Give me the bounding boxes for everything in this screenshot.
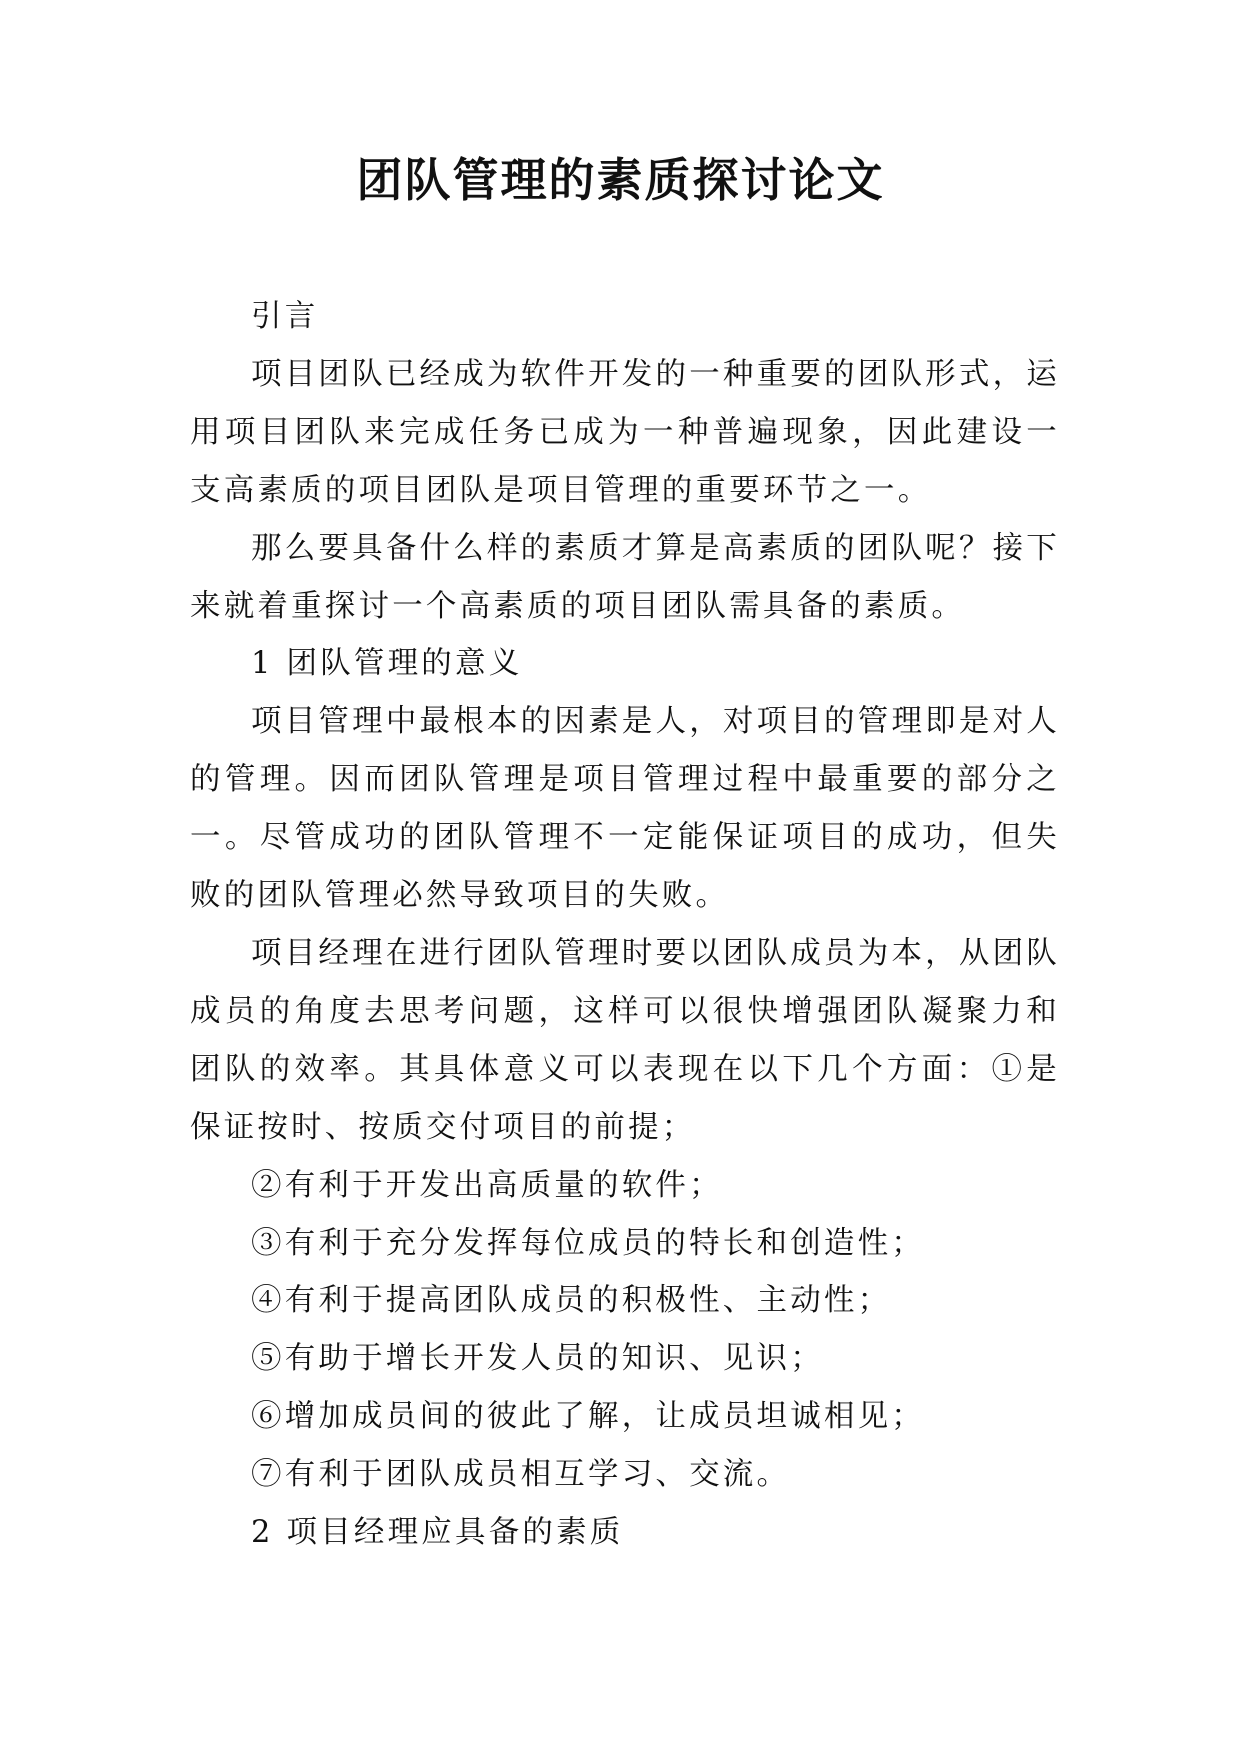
paragraph: 项目团队已经成为软件开发的一种重要的团队形式，运用项目团队来完成任务已成为一种普遍现象，因此建设一支高素质的项目团队是项目管理的重要环节之一。 <box>190 356 1060 508</box>
document-title: 团队管理的素质探讨论文 <box>356 153 885 207</box>
list-item: ⑥增加成员间的彼此了解，让成员坦诚相见； <box>251 1399 925 1435</box>
section-heading-2: 2 项目经理应具备的素质 <box>251 1515 624 1551</box>
list-item: ③有利于充分发挥每位成员的特长和创造性； <box>251 1225 925 1261</box>
list-item: ②有利于开发出高质量的软件； <box>251 1167 723 1203</box>
section-heading-1: 1 团队管理的意义 <box>251 646 523 682</box>
paragraph: 那么要具备什么样的素质才算是高素质的团队呢？接下来就着重探讨一个高素质的项目团队需具备的素质。 <box>190 530 1060 624</box>
document-body <box>190 288 1060 1562</box>
list-item: ④有利于提高团队成员的积极性、主动性； <box>251 1283 892 1319</box>
paragraph: 项目经理在进行团队管理时要以团队成员为本，从团队成员的角度去思考问题，这样可以很快增强团队凝聚力和团队的效率。其具体意义可以表现在以下几个方面：①是保证按时、按质交付项目的前提； <box>190 935 1060 1145</box>
section-heading-intro: 引言 <box>251 299 319 334</box>
list-item: ⑤有助于增长开发人员的知识、见识； <box>251 1341 824 1377</box>
paragraph: 项目管理中最根本的因素是人，对项目的管理即是对人的管理。因而团队管理是项目管理过程中最重要的部分之一。尽管成功的团队管理不一定能保证项目的成功，但失败的团队管理必然导致项目的失败。 <box>190 704 1060 914</box>
list-item: ⑦有利于团队成员相互学习、交流。 <box>251 1457 791 1493</box>
